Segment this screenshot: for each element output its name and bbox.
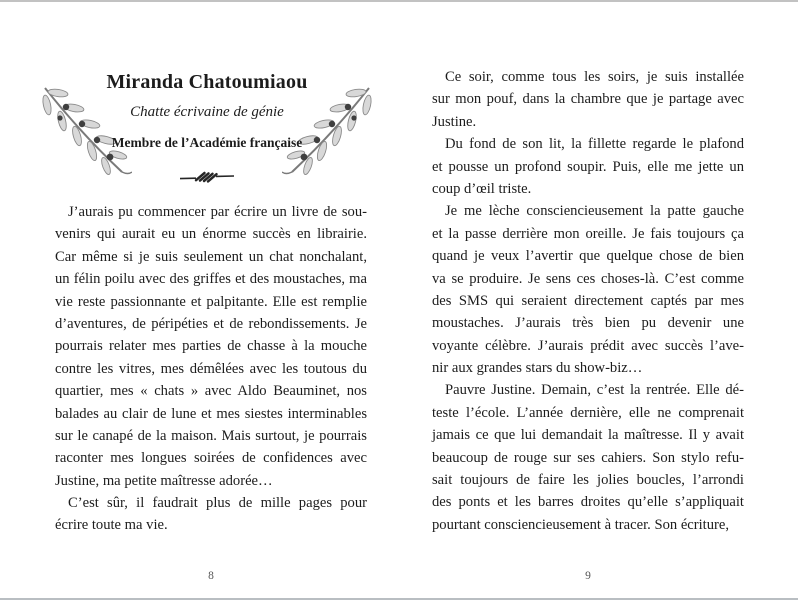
- text-line: J’aurais pu commencer par écrire un livre de sou-: [68, 204, 367, 220]
- text-line: d’aventures, de péripéties et de rebondissements. Je: [55, 315, 367, 332]
- left-page-body: [55, 201, 367, 537]
- text-line: coup d’œil triste.: [432, 180, 532, 197]
- text-line: Ce soir, comme tous les soirs, je suis installée: [445, 69, 744, 85]
- author-subtitle: Chatte écrivaine de génie: [130, 104, 284, 120]
- text-line: Pauvre Justine. Demain, c’est la rentrée. Elle dé-: [445, 382, 744, 399]
- text-line: vie reste passionnante et palpitante. Elle est remplie: [55, 293, 367, 310]
- text-line: quartier, mes « chats » avec Aldo Beauminet, nos: [55, 383, 367, 400]
- left-page-number: 8: [208, 570, 214, 582]
- text-line: Je me lèche consciencieusement la patte gauche: [445, 203, 744, 220]
- right-page-body: [432, 66, 744, 536]
- text-line: nir aux grandes stars du show-biz…: [432, 360, 643, 377]
- right-page-number: 9: [585, 570, 591, 582]
- text-line: contre les vitres, mes démêlées avec les toutous du: [55, 360, 367, 377]
- text-line: et la passe derrière mon oreille. Je fais toujours ça: [432, 225, 744, 242]
- text-line: pourrais relater mes parties de chasse à la mouche: [55, 338, 367, 355]
- text-line: venirs qui aurait eu un énorme succès en librairie.: [55, 226, 367, 243]
- text-line: des SMS qui seraient directement captés par mes: [432, 292, 744, 309]
- text-line: voyante célèbre. J’aurais prédit avec succès l’ave-: [432, 337, 744, 354]
- page-bottom-edge: [0, 598, 798, 600]
- page-top-edge: [0, 0, 798, 2]
- text-line: écrire toute ma vie.: [55, 517, 168, 534]
- text-line: sait toujours de faire les jolies boucles, l’arrondi: [432, 472, 744, 489]
- text-line: Du fond de son lit, la fillette regarde le plafond: [445, 136, 744, 153]
- chapter-header: [36, 70, 378, 151]
- calligraphic-knot-divider-icon: [179, 170, 235, 184]
- text-line: moustaches. J’aurais très bien pu devenir une: [432, 315, 744, 332]
- text-line: Justine, ma petite maîtresse adorée…: [55, 472, 273, 489]
- text-line: C’est sûr, il faudrait plus de mille pages pour: [68, 495, 367, 512]
- text-line: sur mon pouf, dans la chambre que je partage avec: [432, 91, 744, 108]
- text-line: un félin poilu avec des griffes et des moustaches, ma: [55, 271, 367, 288]
- text-line: jamais ce que lui demandait la maîtresse. Il y avait: [432, 427, 744, 444]
- text-line: quand je veux l’avertir que quelque chose de bien: [432, 248, 744, 265]
- text-line: pourtant consciencieusement à tracer. Son écriture,: [432, 516, 730, 533]
- text-line: balades au clair de lune et mes siestes interminables: [55, 405, 367, 422]
- text-line: Car même si je suis seulement un chat nonchalant,: [55, 248, 367, 265]
- text-line: beaucoup de rouge sur ses cahiers. Son stylo refu-: [432, 449, 744, 466]
- text-line: va se produire. Je sens ces choses-là. C’est comme: [432, 270, 744, 287]
- text-line: sur le canapé de la maison. Mais surtout, je pourrais: [55, 427, 367, 444]
- author-title: Miranda Chatoumiaou: [106, 71, 308, 93]
- text-line: Justine.: [432, 113, 477, 130]
- author-affiliation: Membre de l’Académie française: [111, 135, 303, 150]
- text-line: raconter mes longues soirées de confidences avec: [55, 450, 367, 467]
- text-line: teste l’école. L’année dernière, elle ne comprenait: [432, 404, 744, 421]
- text-line: et pousse un profond soupir. Puis, elle me jette un: [432, 158, 744, 175]
- text-line: des ponts et les barres droites qu’elle s’appliquait: [432, 494, 744, 511]
